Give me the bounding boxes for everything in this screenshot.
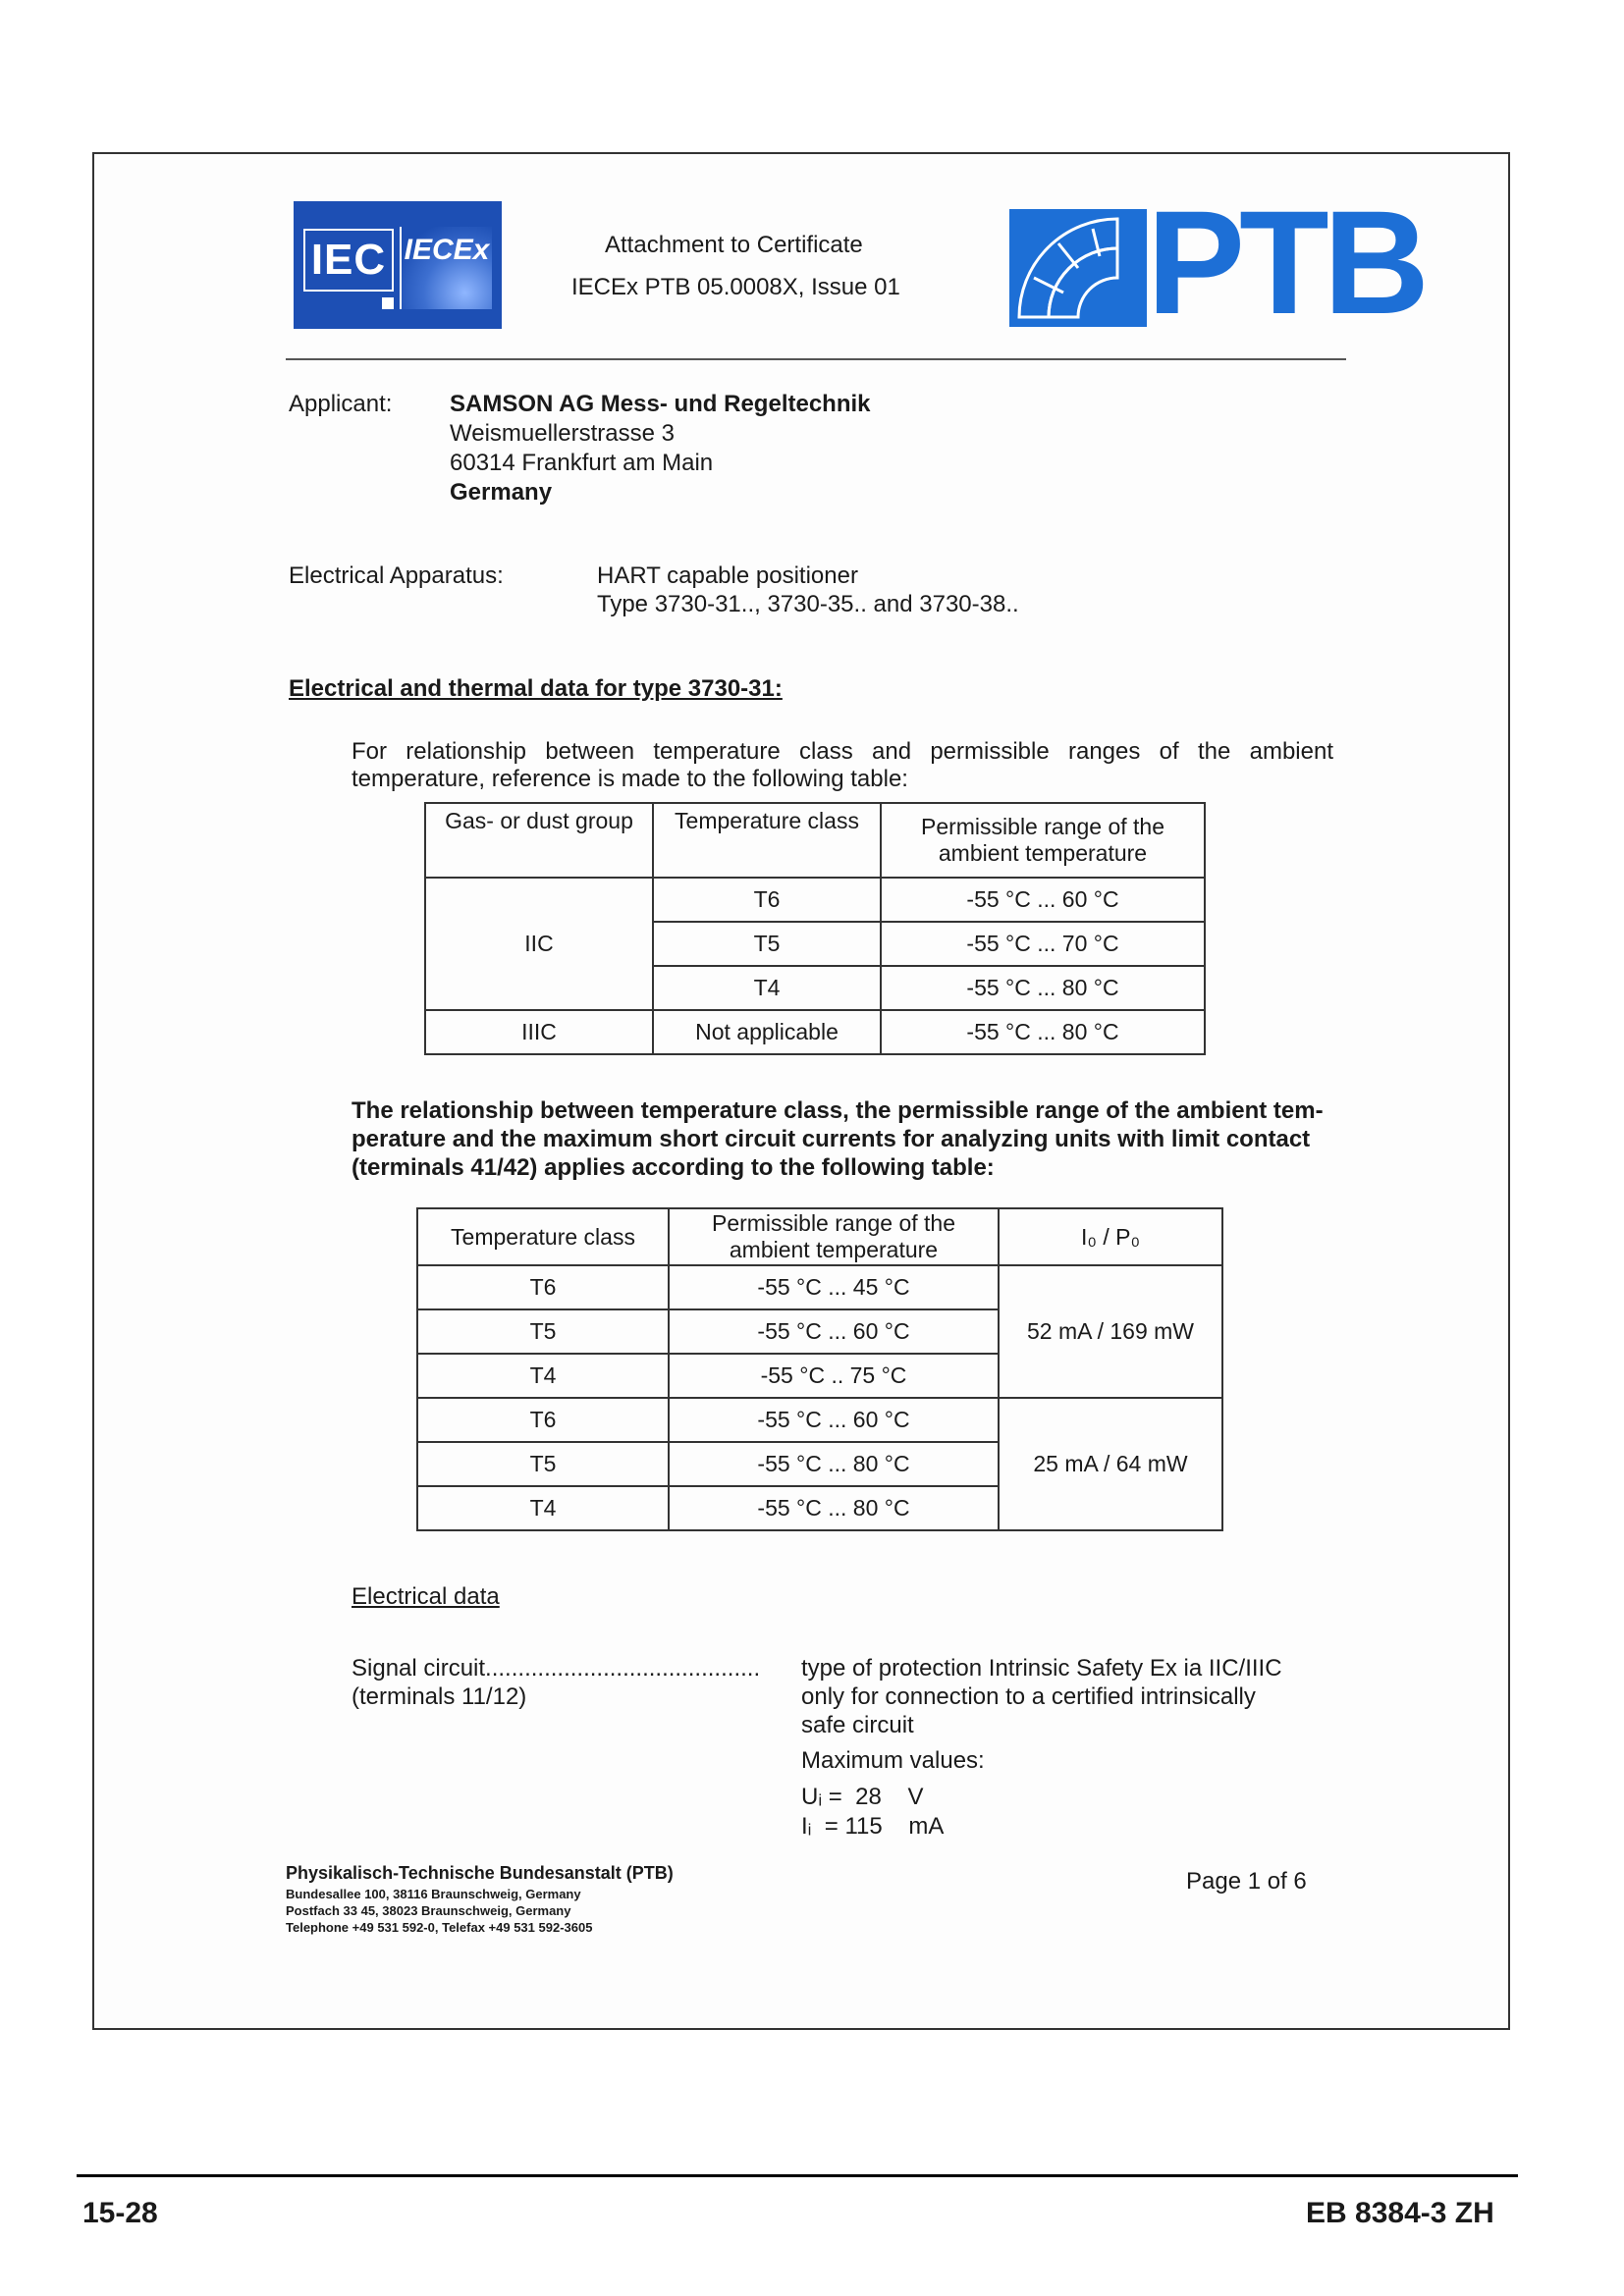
t1-cell-range: -55 °C ... 80 °C: [881, 966, 1205, 1010]
temperature-table-2: [416, 1207, 1223, 1531]
t2-merged-value-2: 25 mA / 64 mW: [999, 1398, 1222, 1530]
t1-cell-range: -55 °C ... 60 °C: [881, 878, 1205, 922]
applicant-label: Applicant:: [289, 391, 393, 417]
header-divider: [286, 358, 1346, 360]
t1-header-tclass: Temperature class: [653, 803, 881, 878]
ptb-address-1: Bundesallee 100, 38116 Braunschweig, Germany: [286, 1887, 581, 1901]
t2-cell-tclass: T5: [417, 1309, 669, 1354]
t2-header-range: [669, 1208, 999, 1265]
applicant-name: SAMSON AG Mess- und Regeltechnik: [450, 391, 871, 417]
t1-cell-tclass: T6: [653, 878, 881, 922]
signal-desc-line2: only for connection to a certified intrinsically: [801, 1683, 1256, 1710]
apparatus-line1: HART capable positioner: [597, 562, 858, 589]
footer-page-number: 15-28: [82, 2197, 158, 2229]
t2-cell-range: -55 °C ... 60 °C: [669, 1309, 999, 1354]
t2-header-io-po: I₀ / P₀: [999, 1208, 1222, 1265]
applicant-street: Weismuellerstrasse 3: [450, 420, 675, 447]
t2-merged-value-1: 52 mA / 169 mW: [999, 1265, 1222, 1398]
ii-value: Iᵢ = 115 mA: [801, 1813, 945, 1840]
para1-line2: temperature, reference is made to the following table:: [352, 766, 908, 792]
iecex-logo-text: IECEx: [400, 227, 492, 309]
t1-header-range: [881, 803, 1205, 878]
t1-cell-tclass: T4: [653, 966, 881, 1010]
t2-cell-range: -55 °C .. 75 °C: [669, 1354, 999, 1398]
attachment-title: Attachment to Certificate: [605, 232, 863, 258]
certificate-number: IECEx PTB 05.0008X, Issue 01: [571, 274, 900, 300]
ptb-contact: Telephone +49 531 592-0, Telefax +49 531 592-3605: [286, 1920, 593, 1935]
t2-cell-range: -55 °C ... 45 °C: [669, 1265, 999, 1309]
iec-logo-text: IEC: [303, 229, 394, 292]
ptb-address-2: Postfach 33 45, 38023 Braunschweig, Germany: [286, 1903, 571, 1918]
t1-cell-tclass: T5: [653, 922, 881, 966]
t2-header-tclass: Temperature class: [417, 1208, 669, 1265]
signal-desc-line3: safe circuit: [801, 1712, 914, 1738]
ptb-logo: [1000, 180, 1424, 345]
logo-dot: [382, 297, 394, 309]
electrical-data-title: Electrical data: [352, 1583, 500, 1610]
maximum-values-label: Maximum values:: [801, 1747, 985, 1774]
applicant-city: 60314 Frankfurt am Main: [450, 450, 714, 476]
t2-header-range-line1: Permissible range of the: [711, 1210, 955, 1236]
ptb-logo-text: PTB: [1147, 180, 1424, 345]
apparatus-label: Electrical Apparatus:: [289, 562, 504, 589]
ptb-institution-name: Physikalisch-Technische Bundesanstalt (PTB): [286, 1863, 674, 1883]
t2-header-range-line2: ambient temperature: [729, 1237, 939, 1262]
t1-group-iic: IIC: [425, 878, 653, 1010]
para1-line1: For relationship between temperature class and permissible ranges of the ambient: [352, 738, 1333, 765]
para2-line1: The relationship between temperature class, the permissible range of the ambient tem-: [352, 1097, 1324, 1124]
t1-header-range-line1: Permissible range of the: [920, 814, 1164, 839]
t1-cell-range: -55 °C ... 80 °C: [881, 1010, 1205, 1054]
t2-cell-tclass: T6: [417, 1398, 669, 1442]
signal-terminals: (terminals 11/12): [352, 1683, 527, 1710]
t2-cell-range: -55 °C ... 80 °C: [669, 1442, 999, 1486]
t1-cell-tclass: Not applicable: [653, 1010, 881, 1054]
signal-desc-line1: type of protection Intrinsic Safety Ex ia IIC/IIIC: [801, 1655, 1282, 1682]
t1-header-group: Gas- or dust group: [425, 803, 653, 878]
t1-cell-range: -55 °C ... 70 °C: [881, 922, 1205, 966]
t1-group-iiic: IIIC: [425, 1010, 653, 1054]
footer-rule: [77, 2174, 1518, 2177]
section-title: Electrical and thermal data for type 3730-31:: [289, 675, 783, 702]
ui-value: Uᵢ = 28 V: [801, 1784, 924, 1810]
t2-cell-tclass: T5: [417, 1442, 669, 1486]
apparatus-line2: Type 3730-31.., 3730-35.. and 3730-38..: [597, 591, 1019, 617]
temperature-table-1: [424, 802, 1206, 1055]
t2-cell-range: -55 °C ... 60 °C: [669, 1398, 999, 1442]
t2-cell-range: -55 °C ... 80 °C: [669, 1486, 999, 1530]
para2-line2: perature and the maximum short circuit currents for analyzing units with limit contact: [352, 1126, 1311, 1152]
certificate-scan: [92, 152, 1510, 2030]
signal-circuit-label: Signal circuit..........................................: [352, 1655, 761, 1682]
iec-iecex-logo: [294, 201, 502, 329]
t2-cell-tclass: T6: [417, 1265, 669, 1309]
footer-document-id: EB 8384-3 ZH: [1306, 2197, 1494, 2229]
ptb-emblem-icon: [1009, 209, 1147, 327]
t2-cell-tclass: T4: [417, 1354, 669, 1398]
page-number: Page 1 of 6: [1186, 1868, 1307, 1895]
applicant-country: Germany: [450, 479, 553, 506]
t1-header-range-line2: ambient temperature: [938, 840, 1148, 866]
t2-cell-tclass: T4: [417, 1486, 669, 1530]
para2-line3: (terminals 41/42) applies according to the following table:: [352, 1154, 995, 1181]
